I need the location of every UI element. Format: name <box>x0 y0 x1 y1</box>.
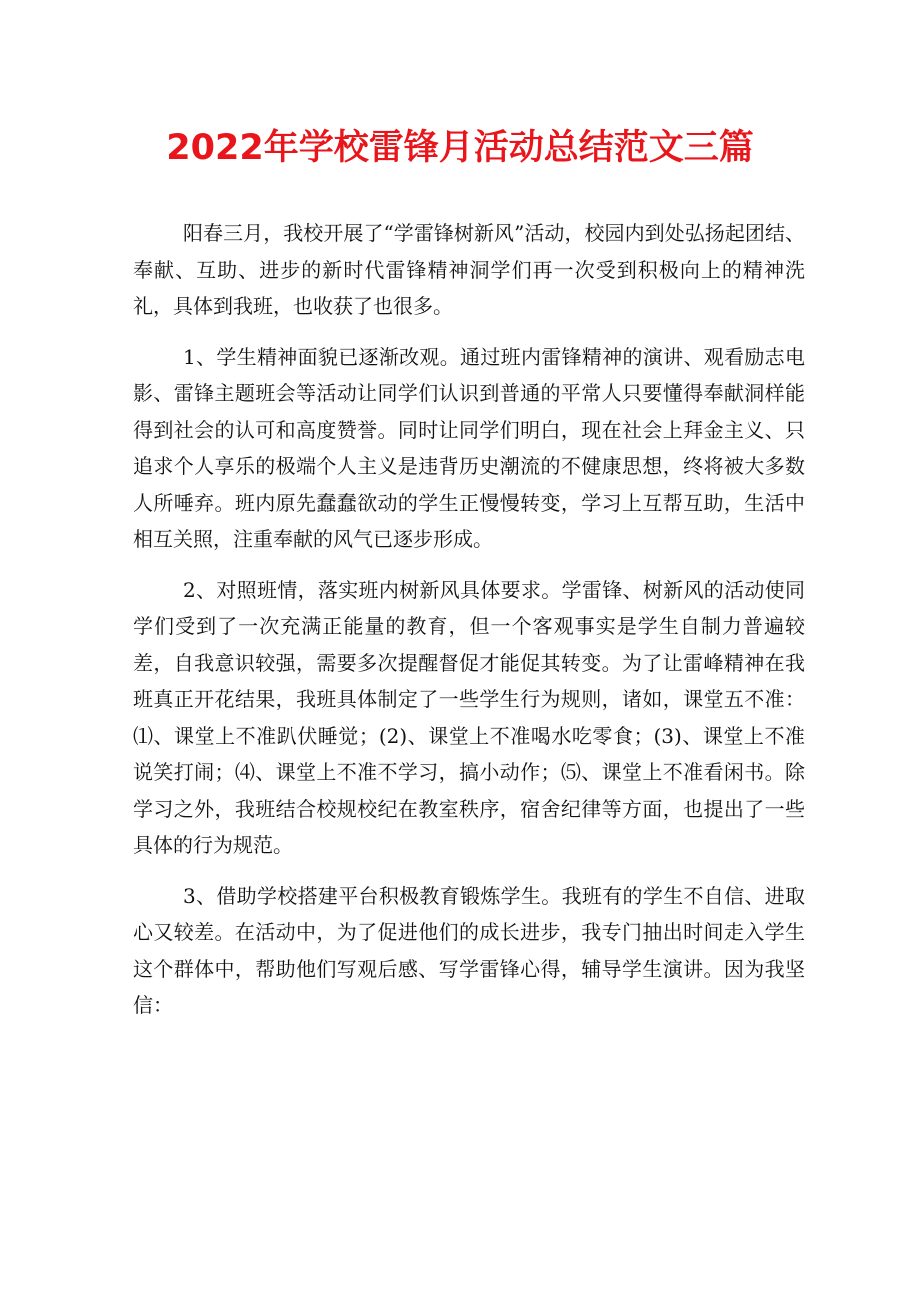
intro-paragraph: 阳春三月，我校开展了“学雷锋树新风”活动，校园内到处弘扬起团结、奉献、互助、进步的新时代雷锋精神洞学们再一次受到积极向上的精神洗礼，具体到我班，也收获了也很多。 <box>133 221 805 318</box>
point-2-paragraph: 2、对照班情，落实班内树新风具体要求。学雷锋、树新风的活动使同学们受到了一次充满正能量的教育，但一个客观事实是学生自制力普遍较差，自我意识较强，需要多次提醒督促才能促其转变。为了让雷峰精神在我班真正开花结果，我班具体制定了一些学生行为规则，诸如，课堂五不准：⑴、课堂上不准趴伏睡觉；(2)、课堂上不准喝水吃零食；(3)、课堂上不准说笑打闹；⑷、课堂上不准不学习，搞小动作；⑸、课堂上不准看闲书。除学习之外，我班结合校规校纪在教室秩序，宿舍纪律等方面，也提出了一些具体的行为规范。 <box>133 577 805 857</box>
point-1-paragraph: 1、学生精神面貌已逐渐改观。通过班内雷锋精神的演讲、观看励志电影、雷锋主题班会等活动让同学们认识到普通的平常人只要懂得奉献洞样能得到社会的认可和高度赞誉。同时让同学们明白，现在社会上拜金主义、只追求个人享乐的极端个人主义是违背历史潮流的不健康思想，终将被大多数人所唾弃。班内原先蠢蠢欲动的学生正慢慢转变，学习上互帮互助，生活中相互关照，注重奉献的风气已逐步形成。 <box>133 344 805 551</box>
document-title: 2022年学校雷锋月活动总结范文三篇 <box>166 128 754 168</box>
document-body <box>133 215 805 1024</box>
point-3-paragraph: 3、借助学校搭建平台积极教育锻炼学生。我班有的学生不自信、进取心又较差。在活动中，为了促进他们的成长进步，我专门抽出时间走入学生这个群体中，帮助他们写观后感、写学雷锋心得，辅导学生演讲。因为我坚信： <box>133 883 805 1017</box>
